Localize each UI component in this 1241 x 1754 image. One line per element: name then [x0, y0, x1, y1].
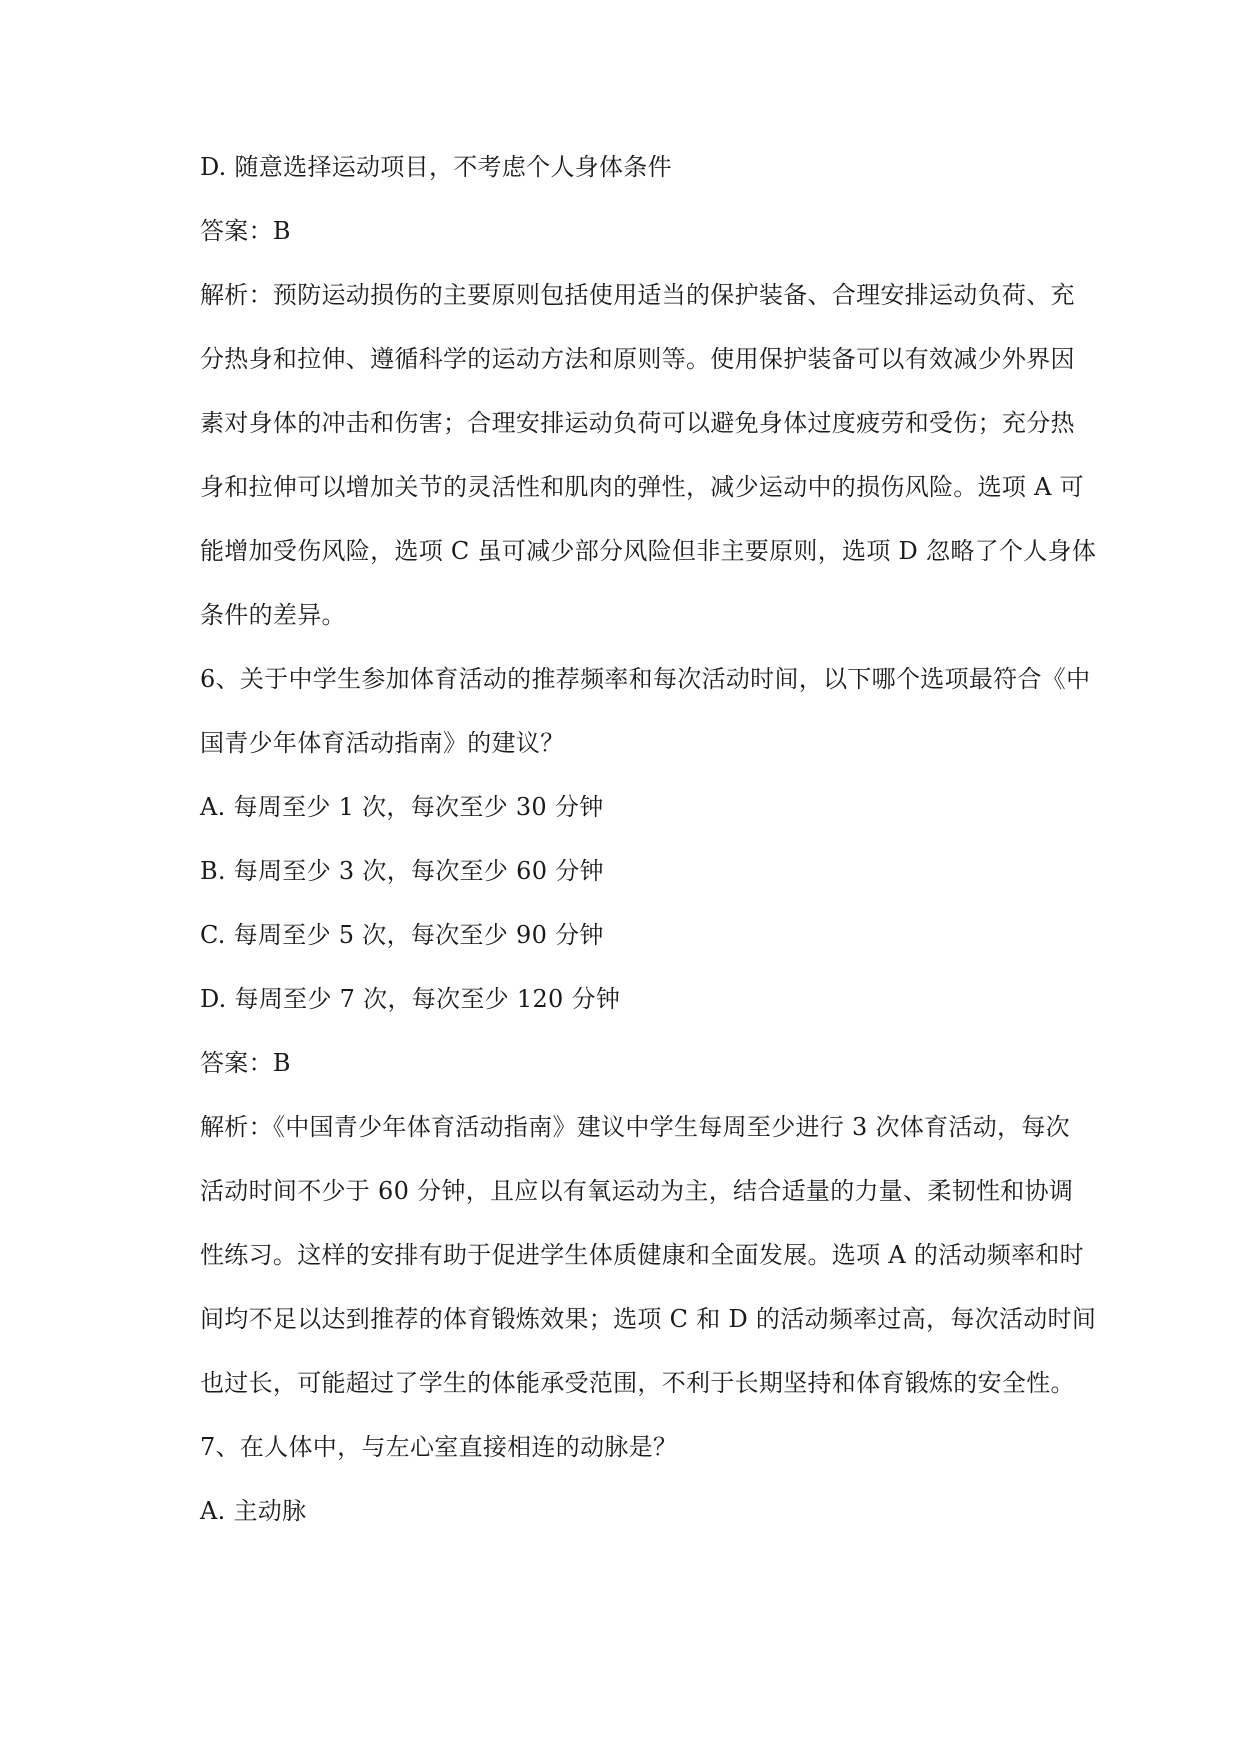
explanation-line: 解析：《中国青少年体育活动指南》建议中学生每周至少进行 3 次体育活动，每次 — [200, 1113, 1070, 1141]
explanation-line: 活动时间不少于 60 分钟，且应以有氧运动为主，结合适量的力量、柔韧性和协调 — [200, 1177, 1074, 1205]
question-stem-line: 7、在人体中，与左心室直接相连的动脉是？ — [200, 1433, 678, 1461]
option-b-line: B. 每周至少 3 次，每次至少 60 分钟 — [200, 857, 604, 885]
explanation-line: 素对身体的冲击和伤害；合理安排运动负荷可以避免身体过度疲劳和受伤；充分热 — [200, 409, 1075, 437]
option-a-line: A. 每周至少 1 次，每次至少 30 分钟 — [200, 793, 604, 821]
question-stem-line: 6、关于中学生参加体育活动的推荐频率和每次活动时间，以下哪个选项最符合《中 — [200, 665, 1091, 693]
question-stem-line: 国青少年体育活动指南》的建议？ — [200, 729, 565, 757]
explanation-line: 间均不足以达到推荐的体育锻炼效果；选项 C 和 D 的活动频率过高，每次活动时间 — [200, 1305, 1097, 1333]
explanation-line: 身和拉伸可以增加关节的灵活性和肌肉的弹性，减少运动中的损伤风险。选项 A 可 — [200, 473, 1084, 501]
explanation-line: 条件的差异。 — [200, 601, 346, 629]
answer-line: 答案：B — [200, 217, 291, 245]
option-d-line: D. 每周至少 7 次，每次至少 120 分钟 — [200, 985, 621, 1013]
explanation-line: 解析：预防运动损伤的主要原则包括使用适当的保护装备、合理安排运动负荷、充 — [200, 281, 1075, 309]
option-a-line: A. 主动脉 — [200, 1497, 307, 1525]
explanation-line: 分热身和拉伸、遵循科学的运动方法和原则等。使用保护装备可以有效减少外界因 — [200, 345, 1075, 373]
explanation-line: 也过长，可能超过了学生的体能承受范围，不利于长期坚持和体育锻炼的安全性。 — [200, 1369, 1075, 1397]
explanation-line: 性练习。这样的安排有助于促进学生体质健康和全面发展。选项 A 的活动频率和时 — [200, 1241, 1084, 1269]
option-d-line: D. 随意选择运动项目，不考虑个人身体条件 — [200, 153, 672, 181]
explanation-line: 能增加受伤风险，选项 C 虽可减少部分风险但非主要原则，选项 D 忽略了个人身体 — [200, 537, 1097, 565]
option-c-line: C. 每周至少 5 次，每次至少 90 分钟 — [200, 921, 604, 949]
answer-line: 答案：B — [200, 1049, 291, 1077]
